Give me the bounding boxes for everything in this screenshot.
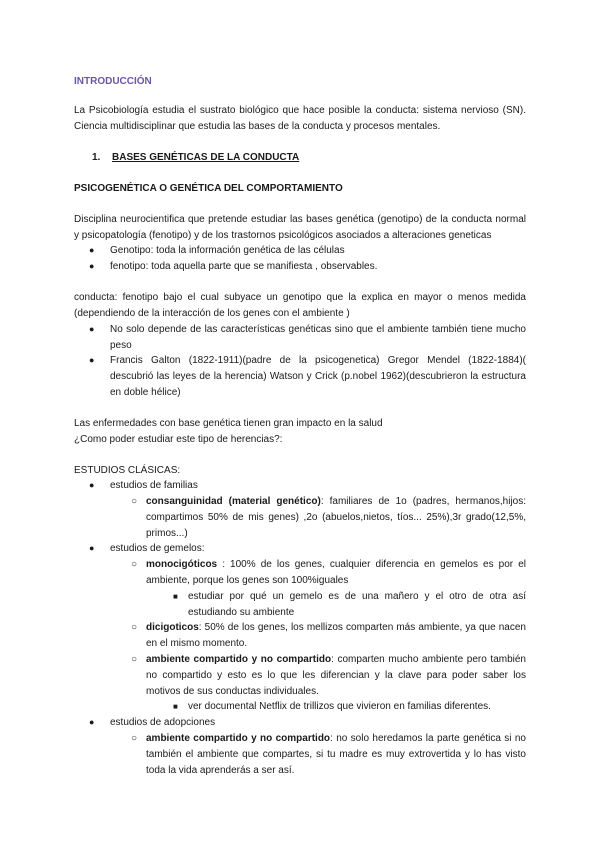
- ambiente-gemelos-term: ambiente compartido y no compartido: [146, 654, 332, 665]
- monocigoticos-term: monocigóticos: [146, 559, 218, 570]
- list-item-galton-line1: Francis Galton (1822-1911)(padre de la psicogenetica) Gregor Mendel (1822-1884)(: [110, 355, 526, 366]
- bullet-dot-icon: ●: [89, 717, 95, 727]
- monocigoticos-line2: ambiente, porque los genes son 100%iguales: [146, 575, 349, 586]
- list-item-gemelos: estudios de gemelos:: [110, 543, 205, 554]
- psicogenetica-paragraph-line1: Disciplina neurocientifica que pretende estudiar las bases genética (genotipo) de la conducta normal: [74, 214, 526, 225]
- ambiente-gemelos-line1: [146, 652, 526, 668]
- intro-paragraph-line1: La Psicobiología estudia el sustrato biológico que hace posible la conducta: sistema nervioso (SN).: [74, 105, 526, 116]
- adopciones-line1: [146, 731, 526, 747]
- monocigoticos-sub-line1: estudiar por qué un gemelo es de una mañero y el otro de otra así: [188, 591, 526, 602]
- bullet-square-icon: ■: [173, 702, 178, 711]
- intro-paragraph-line2: Ciencia multidisciplinar que estudia las bases de la conducta y procesos mentales.: [74, 121, 441, 132]
- section-number: 1.: [92, 152, 101, 163]
- monocigoticos-text: : 100% de los genes, cualquier diferencia en gemelos es por el: [217, 559, 526, 570]
- adopciones-line2: también el ambiente que compartes, si tu madre es muy extrovertida y lo has visto: [146, 749, 526, 760]
- psicogenetica-paragraph-line2: y psicopatología (fenotipo) y de los trastornos psicológicos asociados a alteraciones geneticas: [74, 230, 492, 241]
- intro-heading: INTRODUCCIÓN: [74, 76, 152, 87]
- monocigoticos-sub-line2: estudiando su ambiente: [188, 607, 295, 618]
- dicigoticos-text: : 50% de los genes, los mellizos comparten más ambiente, ya que nacen: [198, 622, 526, 633]
- list-item-adopciones: estudios de adopciones: [110, 717, 216, 728]
- bullet-dot-icon: ●: [89, 245, 95, 255]
- bullet-dot-icon: ●: [89, 261, 95, 271]
- list-item-galton-line3: en doble hélice): [110, 387, 181, 398]
- ambiente-gemelos-line3: motivos de sus conductas individuales.: [146, 686, 319, 697]
- bullet-square-icon: ■: [173, 592, 178, 601]
- bullet-dot-icon: ●: [89, 355, 95, 365]
- dicigoticos-term: dicigoticos: [146, 622, 199, 633]
- dicigoticos-line2: en el mismo momento.: [146, 638, 248, 649]
- consanguinidad-text: : familiares de 1o (padres, hermanos,hijos:: [320, 496, 527, 507]
- bullet-dot-icon: ●: [89, 324, 95, 334]
- bullet-circle-icon: ○: [131, 496, 138, 507]
- adopciones-term: ambiente compartido y no compartido: [146, 733, 331, 744]
- consanguinidad-line3: primos...): [146, 528, 188, 539]
- list-item-ambiente-line2: peso: [110, 340, 132, 351]
- section-title-text: BASES GENÉTICAS DE LA CONDUCTA: [112, 152, 300, 163]
- monocigoticos-line1: [146, 557, 526, 573]
- dicigoticos-line1: [146, 620, 526, 636]
- ambiente-gemelos-sub: ver documental Netflix de trillizos que vivieron en familias diferentes.: [188, 701, 491, 712]
- consanguinidad-line2: compartimos 50% de mis genes) ,2o (abuelos,nietos, tíos... 25%),3r grado(12,5%,: [146, 512, 526, 523]
- estudios-heading: ESTUDIOS CLÁSICAS:: [74, 465, 181, 476]
- list-item-fenotipo: fenotipo: toda aquella parte que se manifiesta , observables.: [110, 261, 378, 272]
- list-item-ambiente-line1: No solo depende de las características genéticas sino que el ambiente también tiene mucho: [110, 324, 526, 335]
- bullet-circle-icon: ○: [131, 654, 138, 665]
- ambiente-gemelos-line2: no compartido y esto es lo que les diferencian y la clave para poder saber los: [146, 670, 526, 681]
- bullet-circle-icon: ○: [131, 559, 138, 570]
- psicogenetica-heading: PSICOGENÉTICA O GENÉTICA DEL COMPORTAMIENTO: [74, 183, 343, 194]
- conducta-paragraph-line2: (dependiendo de la interacción de los genes con el ambiente ): [74, 308, 350, 319]
- enfermedades-line1: Las enfermedades con base genética tienen gran impacto en la salud: [74, 418, 383, 429]
- list-item-genotipo: Genotipo: toda la información genética de las células: [110, 245, 345, 256]
- consanguinidad-term: consanguinidad (material genético): [146, 496, 321, 507]
- list-item-familias: estudios de familias: [110, 480, 198, 491]
- bullet-dot-icon: ●: [89, 543, 95, 553]
- adopciones-text: : no solo heredamos la parte genética si no: [330, 733, 526, 744]
- ambiente-gemelos-text: : comparten mucho ambiente pero también: [331, 654, 526, 665]
- section-title: [92, 150, 526, 166]
- consanguinidad-line1: [146, 494, 526, 510]
- adopciones-line3: toda la vida aprenderás a ser así.: [146, 765, 295, 776]
- enfermedades-line2: ¿Como poder estudiar este tipo de herencias?:: [74, 434, 283, 445]
- bullet-circle-icon: ○: [131, 733, 138, 744]
- bullet-circle-icon: ○: [131, 622, 138, 633]
- conducta-paragraph-line1: conducta: fenotipo bajo el cual subyace un genotipo que la explica en mayor o menos medida: [74, 292, 526, 303]
- list-item-galton-line2: descubrió las leyes de la herencia) Watson y Crick (p.nobel 1962)(descubrieron la estructura: [110, 371, 526, 382]
- bullet-dot-icon: ●: [89, 480, 95, 490]
